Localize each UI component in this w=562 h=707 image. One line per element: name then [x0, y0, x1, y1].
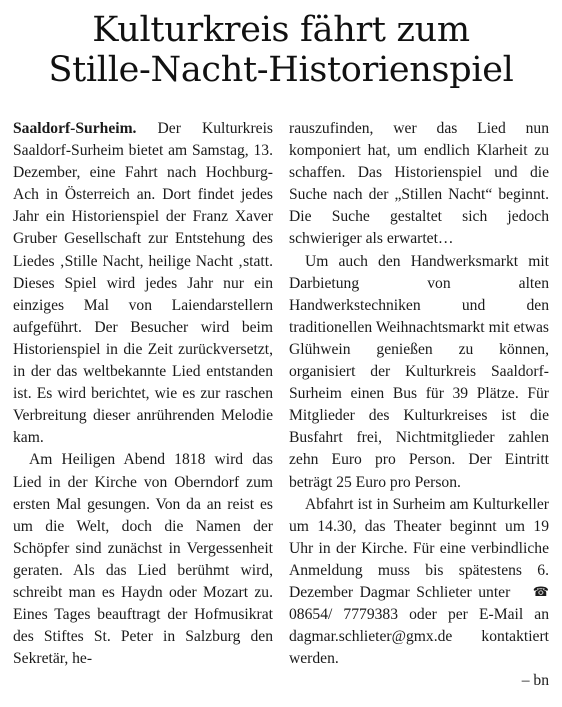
article-body — [13, 118, 549, 692]
paragraph-3: rauszufinden, wer das Lied nun komponiert hat, um endlich Klarheit zu schaffen. Das Historienspiel und die Suche nach der „Stillen Nacht“ beginnt. Die Suche gestaltet sich jedoch schwieriger als erwartet… — [289, 120, 549, 248]
column-left — [13, 118, 273, 692]
headline-line-2: Stille-Nacht-Historienspiel — [48, 50, 514, 90]
dateline: Saaldorf-Surheim. — [13, 120, 137, 137]
article-headline — [13, 10, 549, 90]
author-signature: – bn — [521, 672, 549, 690]
paragraph-5 — [289, 494, 549, 671]
column-right — [289, 118, 549, 692]
paragraph-5-text-b: 08654/ 7779383 oder per E-Mail an dagmar.schlieter@gmx.de kontaktiert werden. — [289, 606, 549, 668]
paragraph-5-text-a: Abfahrt ist in Surheim am Kulturkeller um 14.30, das Theater beginnt um 19 Uhr in der Kirche. Für eine verbindliche Anmeldung muss bis spätestens 6. Dezember Dagmar Schlieter unter — [289, 495, 549, 601]
paragraph-2: Am Heiligen Abend 1818 wird das Lied in der Kirche von Oberndorf zum ersten Mal gesungen. Von da an reist es um die Welt, doch die Namen der Schöpfer sind zunächst in Vergessenheit geraten. Als das Lied berühmt wird, schreibt man es Haydn oder Mozart zu. Eines Tages beauftragt der Hofmusikrat des Stiftes St. Peter in Salzburg den Sekretär, he- — [13, 451, 273, 668]
paragraph-4: Um auch den Handwerksmarkt mit Darbietung von alten Handwerkstechniken und den traditionellen Weihnachtsmarkt mit etwas Glühwein genießen zu können, organisiert der Kulturkreis Saaldorf-Surheim einen Bus für 39 Plätze. Für Mitglieder des Kulturkreises ist die Busfahrt frei, Nichtmitglieder zahlen zehn Euro pro Person. Der Eintritt beträgt 25 Euro pro Person. — [289, 252, 549, 491]
paragraph-1-text: Der Kulturkreis Saaldorf-Surheim bietet am Samstag, 13. Dezember, eine Fahrt nach Hochburg-Ach in Österreich an. Dort findet jedes Jahr ein Historienspiel der Franz Xaver Gruber Gesellschaft zur Entstehung des Liedes ‚Stille Nacht, heilige Nacht ‚statt. Dieses Spiel wird jedes Jahr nur ein einziges Mal von Laiendarstellern aufgeführt. Der Besucher wird beim Historienspiel in die Zeit zurückversetzt, in der das weltbekannte Lied entstanden ist. Es wird berichtet, wie es zur raschen Verbreitung dieser anrührenden Melodie kam. — [13, 120, 273, 447]
signature-line — [289, 670, 549, 692]
headline-line-1: Kulturkreis fährt zum — [92, 10, 470, 50]
phone-icon: ☎ — [532, 583, 549, 599]
paragraph-1 — [13, 118, 273, 449]
